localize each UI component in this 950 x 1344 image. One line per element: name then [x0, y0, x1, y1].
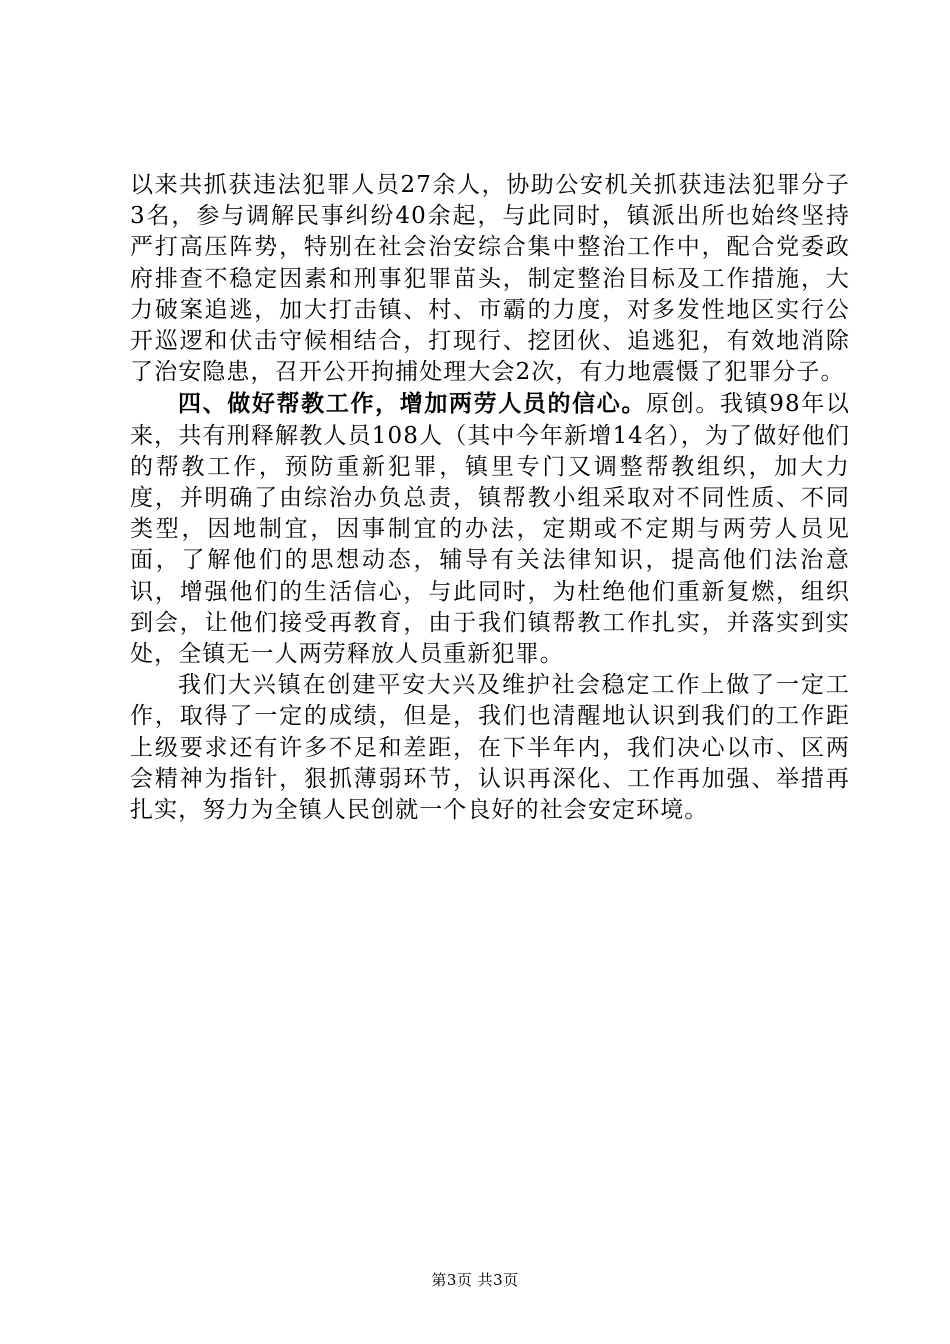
- paragraph-text: 以来共抓获违法犯罪人员27余人，协助公安机关抓获违法犯罪分子3名，参与调解民事纠纷40余起，与此同时，镇派出所也始终坚持严打高压阵势，特别在社会治安综合集中整治工作中，配合党委政府排查不稳定因素和刑事犯罪苗头，制定整治目标及工作措施，大力破案追逃，加大打击镇、村、市霸的力度，对多发性地区实行公开巡逻和伏击守候相结合，打现行、挖团伙、追逃犯，有效地消除了治安隐患，召开公开拘捕处理大会2次，有力地震慑了犯罪分子。: [130, 172, 850, 386]
- document-body: [130, 170, 850, 826]
- paragraph-conclusion: [130, 670, 850, 826]
- page-footer: [0, 1270, 950, 1290]
- paragraph-rehabilitation: [130, 388, 850, 670]
- section-heading: 四、做好帮教工作，增加两劳人员的信心。: [178, 390, 647, 418]
- page-number-label: 第3页 共3页: [431, 1271, 519, 1289]
- paragraph-text: 原创。我镇98年以来，共有刑释解教人员108人（其中今年新增14名），为了做好他们的帮教工作，预防重新犯罪，镇里专门又调整帮教组织，加大力度，并明确了由综治办负总责，镇帮教小组采取对不同性质、不同类型，因地制宜，因事制宜的办法，定期或不定期与两劳人员见面，了解他们的思想动态，辅导有关法律知识，提高他们法治意识，增强他们的生活信心，与此同时，为杜绝他们重新复燃，组织到会，让他们接受再教育，由于我们镇帮教工作扎实，并落实到实处，全镇无一人两劳释放人员重新犯罪。: [130, 391, 850, 668]
- paragraph-public-security: [130, 170, 850, 388]
- paragraph-text: 我们大兴镇在创建平安大兴及维护社会稳定工作上做了一定工作，取得了一定的成绩，但是，我们也清醒地认识到我们的工作距上级要求还有许多不足和差距，在下半年内，我们决心以市、区两会精神为指针，狠抓薄弱环节，认识再深化、工作再加强、举措再扎实，努力为全镇人民创就一个良好的社会安定环境。: [130, 672, 850, 824]
